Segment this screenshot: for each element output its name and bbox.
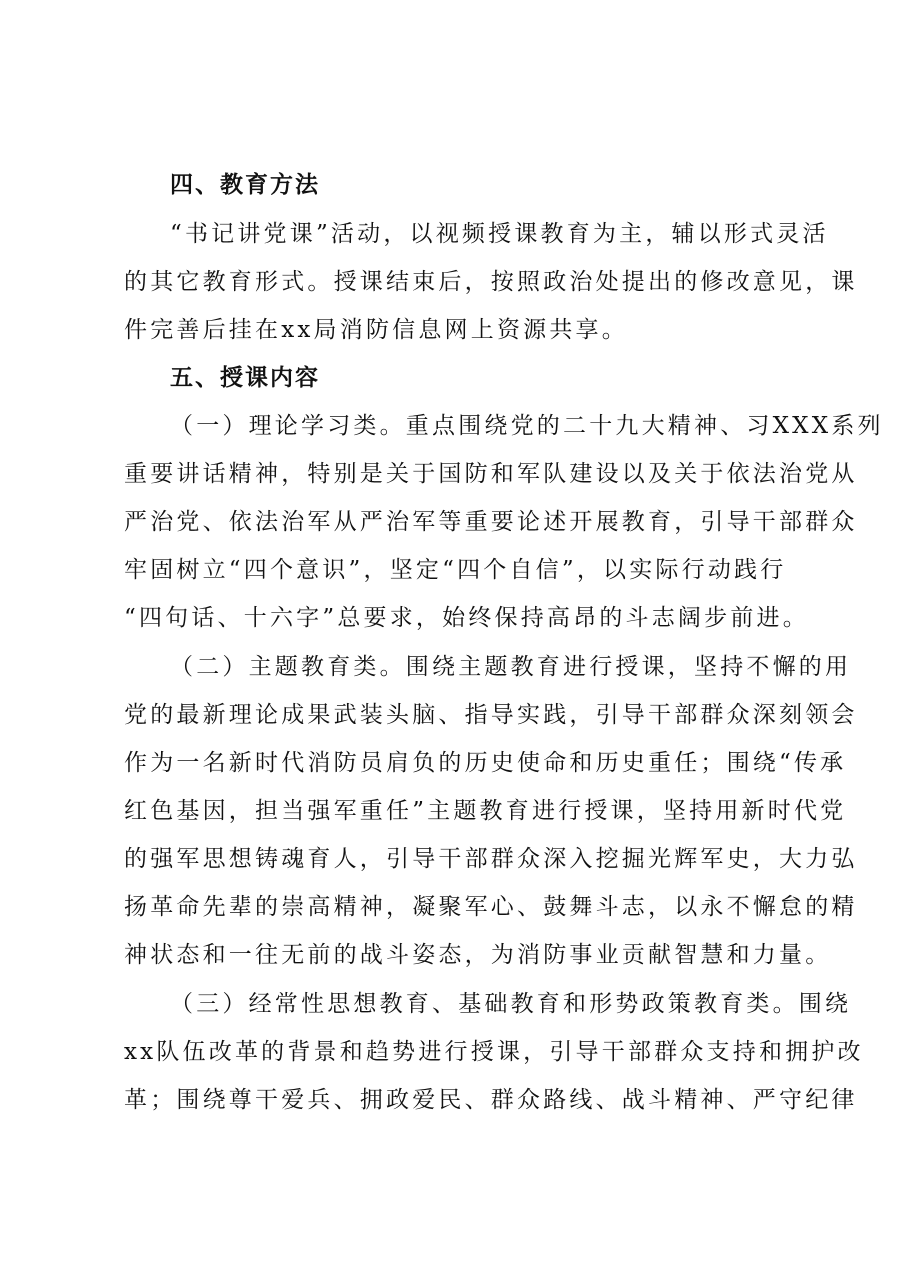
paragraph-line: 革；围绕尊干爱兵、拥政爱民、群众路线、战斗精神、严守纪律 [124, 1087, 858, 1113]
paragraph-line: 的强军思想铸魂育人，引导干部群众深入挖掘光辉军史，大力弘 [124, 846, 858, 872]
paragraph-line: （三）经常性思想教育、基础教育和形势政策教育类。围绕 [170, 991, 852, 1017]
section-heading-lecture-content: 五、授课内容 [170, 364, 320, 391]
paragraph-line: “四句话、十六字”总要求，始终保持高昂的斗志阔步前进。 [124, 605, 809, 631]
paragraph-line: （一）理论学习类。重点围绕党的二十九大精神、习XXX系列 [170, 413, 884, 439]
paragraph-line: 作为一名新时代消防员肩负的历史使命和历史重任；围绕“传承 [124, 750, 847, 776]
paragraph-line: 件完善后挂在xx局消防信息网上资源共享。 [124, 317, 628, 343]
paragraph-line: （二）主题教育类。围绕主题教育进行授课，坚持不懈的用 [170, 654, 852, 680]
paragraph-line: 红色基因，担当强军重任”主题教育进行授课，坚持用新时代党 [124, 798, 847, 824]
section-heading-education-method: 四、教育方法 [170, 171, 320, 198]
paragraph-line: xx队伍改革的背景和趋势进行授课，引导干部群众支持和拥护改 [124, 1039, 864, 1065]
paragraph-line: 神状态和一往无前的战斗姿态，为消防事业贡献智慧和力量。 [124, 942, 832, 968]
paragraph-line: 重要讲话精神，特别是关于国防和军队建设以及关于依法治党从 [124, 461, 858, 487]
paragraph-line: 的其它教育形式。授课结束后，按照政治处提出的修改意见，课 [124, 269, 858, 295]
paragraph-line: “书记讲党课”活动，以视频授课教育为主，辅以形式灵活 [170, 221, 829, 247]
paragraph-line: 党的最新理论成果武装头脑、指导实践，引导干部群众深刻领会 [124, 702, 858, 728]
paragraph-line: 牢固树立“四个意识”，坚定“四个自信”，以实际行动践行 [124, 557, 787, 583]
paragraph-line: 严治党、依法治军从严治军等重要论述开展教育，引导干部群众 [124, 509, 858, 535]
paragraph-line: 扬革命先辈的崇高精神，凝聚军心、鼓舞斗志，以永不懈怠的精 [124, 894, 858, 920]
